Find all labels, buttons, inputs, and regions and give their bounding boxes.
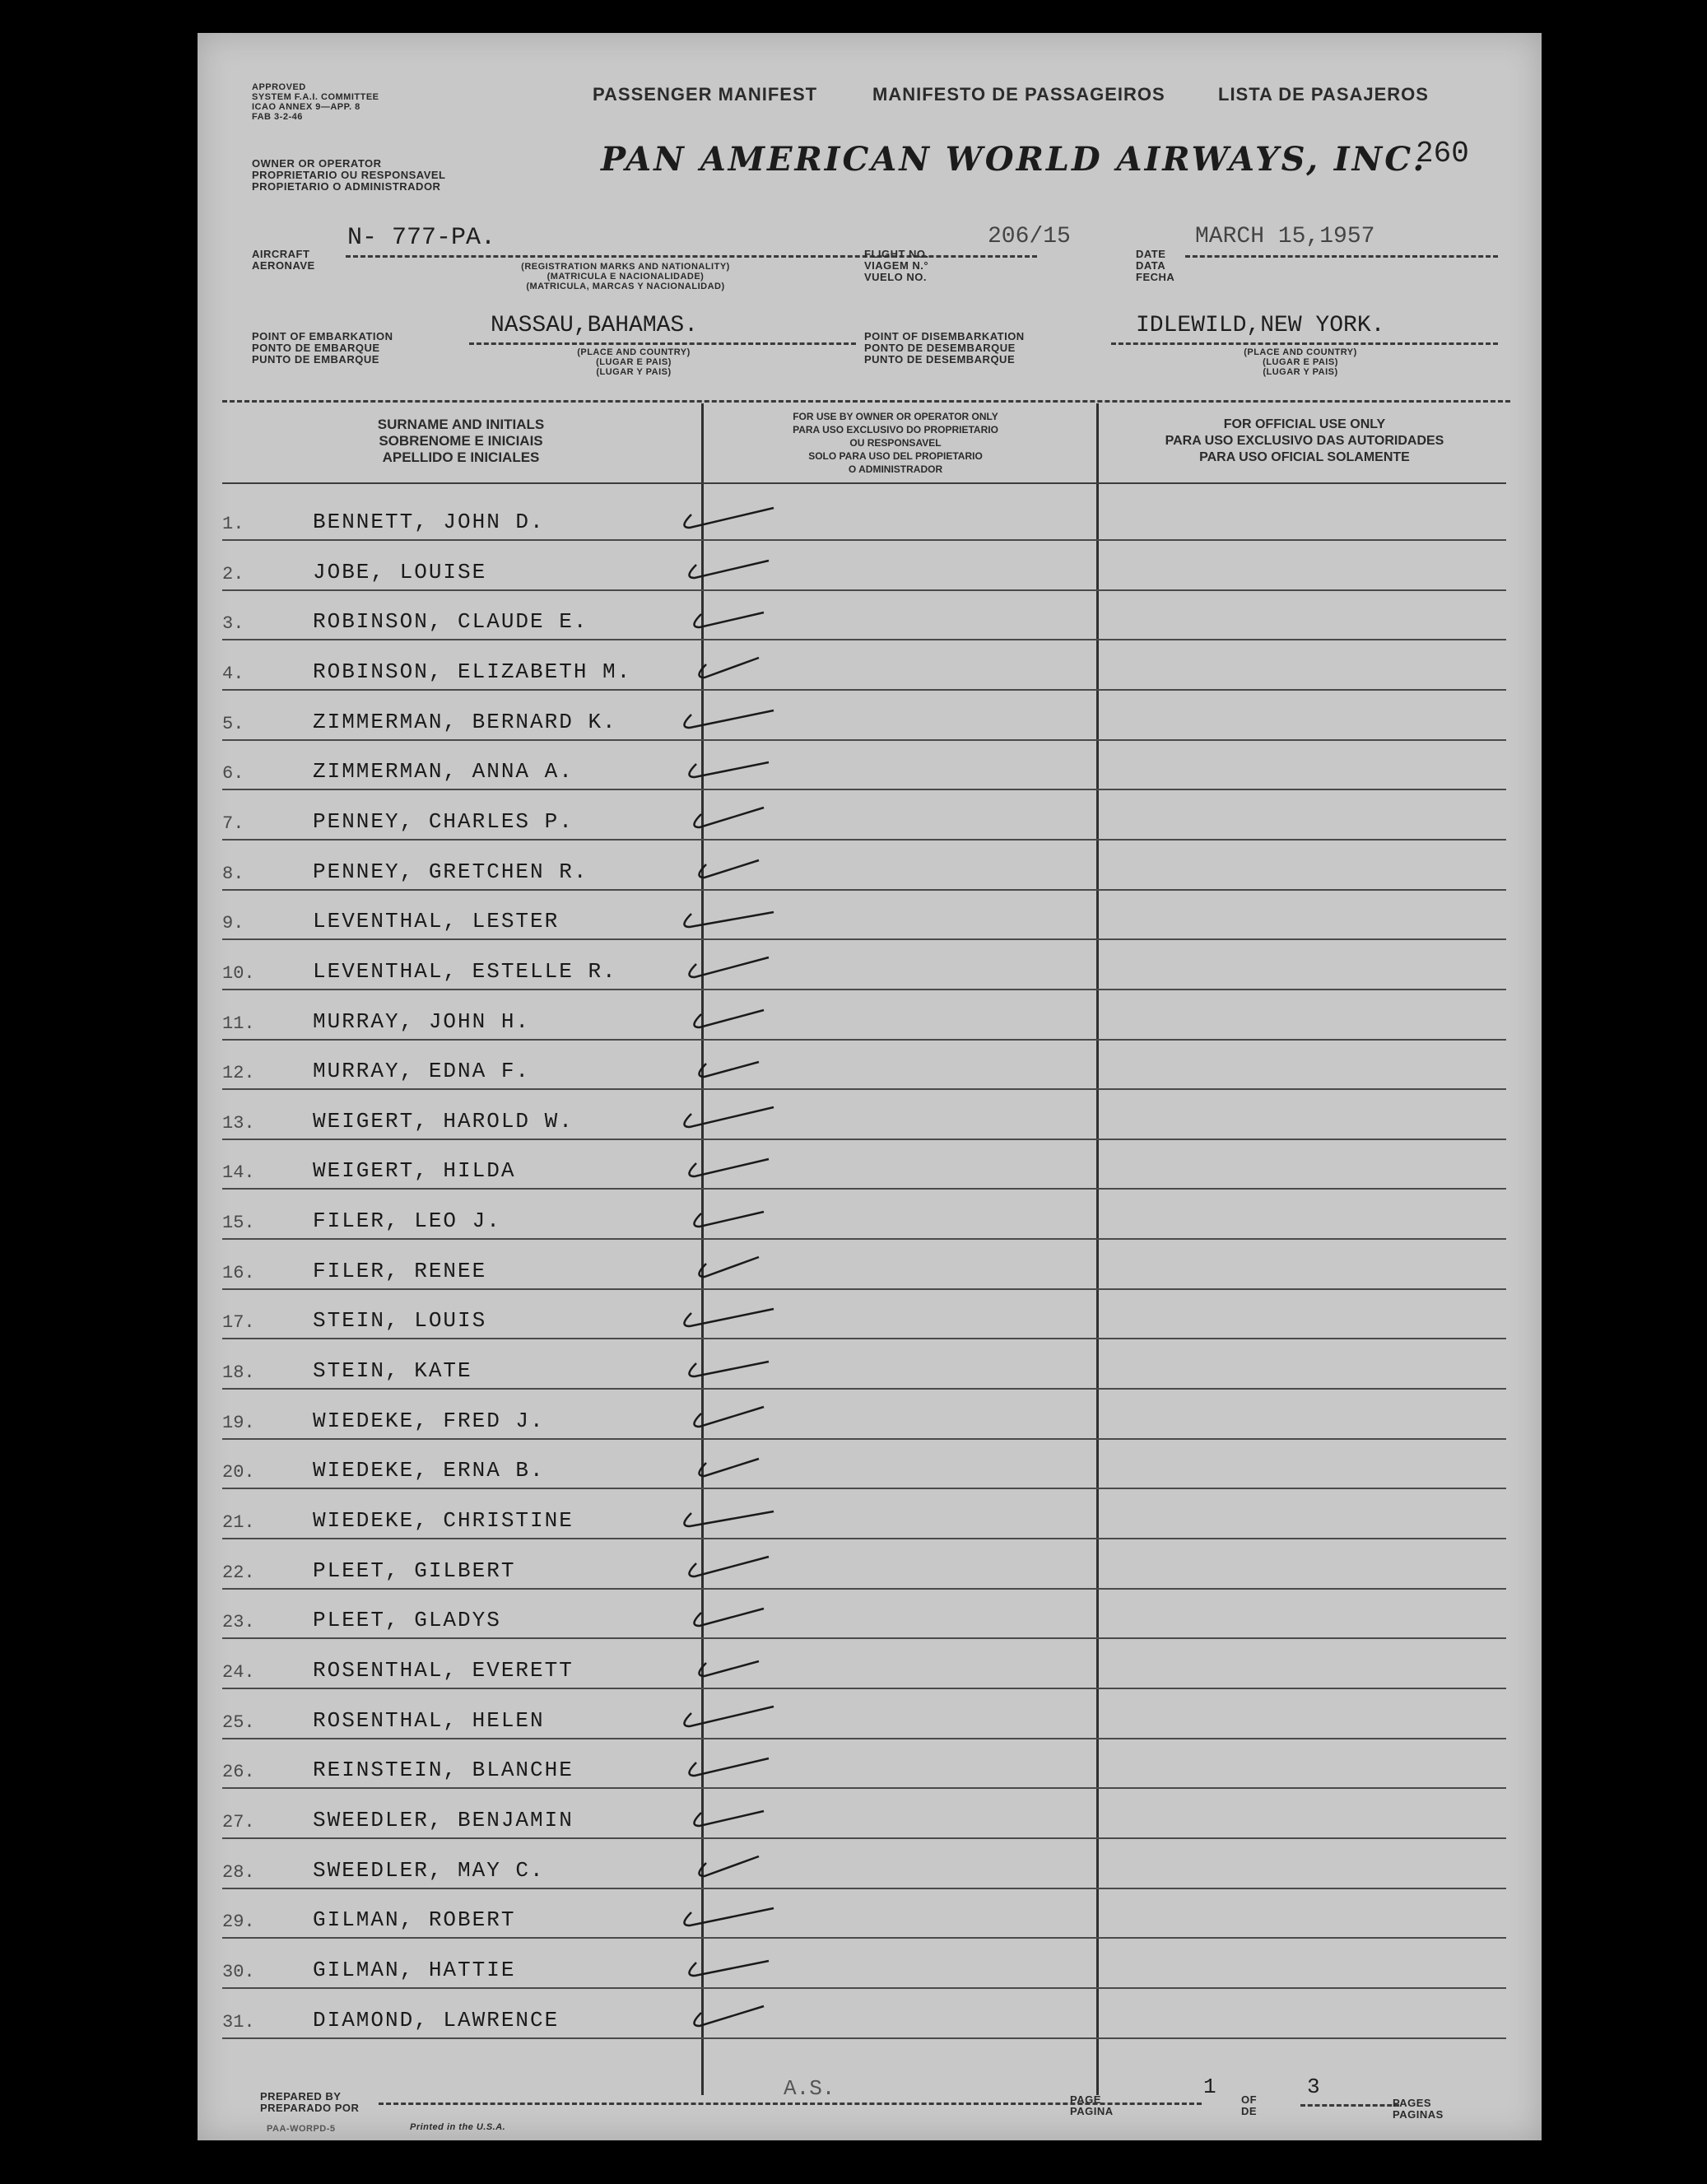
aircraft-label-line: AERONAVE — [252, 259, 315, 272]
disembarkation-label-line: PONTO DE DESEMBARQUE — [864, 342, 1016, 354]
passenger-row — [222, 1989, 1506, 2039]
check-mark-icon — [675, 1702, 782, 1735]
passenger-name: STEIN, KATE — [313, 1358, 472, 1384]
prepared-label-line: PREPARADO POR — [260, 2102, 360, 2114]
aircraft-label-line: AIRCRAFT — [252, 248, 310, 260]
header-bottom-line — [222, 482, 1506, 484]
passenger-name: BENNETT, JOHN D. — [313, 510, 545, 534]
passenger-name: SWEEDLER, BENJAMIN — [313, 1807, 574, 1832]
passenger-number: 4. — [222, 663, 244, 684]
passenger-row — [222, 1090, 1506, 1140]
passenger-row — [222, 1139, 1506, 1190]
check-mark-icon — [675, 902, 782, 935]
date-label-line: DATE — [1136, 248, 1166, 260]
pages-label-line: PAGINAS — [1393, 2108, 1444, 2121]
column-header-line: PARA USO OFICIAL SOLAMENTE — [1199, 450, 1410, 464]
owner-operator-label — [252, 158, 446, 193]
passenger-number: 25. — [222, 1711, 255, 1733]
check-mark-icon — [675, 1851, 782, 1884]
passenger-number: 6. — [222, 763, 244, 785]
passenger-number: 2. — [222, 563, 244, 584]
passenger-name: PLEET, GILBERT — [313, 1558, 516, 1583]
passenger-number: 24. — [222, 1661, 255, 1683]
passenger-name: WIEDEKE, CHRISTINE — [313, 1508, 574, 1533]
passenger-row — [222, 1190, 1506, 1240]
column-header-names — [222, 417, 700, 466]
passenger-name: PENNEY, GRETCHEN R. — [313, 859, 588, 884]
prepared-by-label — [260, 2091, 359, 2114]
flight-label-line: FLIGHT NO. — [864, 248, 929, 260]
passenger-row — [222, 990, 1506, 1041]
column-header-line: PARA USO EXCLUSIVO DAS AUTORIDADES — [1165, 434, 1444, 448]
column-header-line: PARA USO EXCLUSIVO DO PROPRIETARIO — [793, 424, 998, 435]
passenger-name: WIEDEKE, FRED J. — [313, 1408, 545, 1433]
column-header-operator — [706, 410, 1085, 476]
check-mark-icon — [675, 503, 782, 536]
disembarkation-sublabel-line: (LUGAR E PAIS) — [1263, 357, 1338, 367]
aircraft-sublabel-line: (MATRICULA, MARCAS Y NACIONALIDAD) — [526, 282, 725, 291]
passenger-number: 14. — [222, 1162, 255, 1184]
check-mark-icon — [675, 1552, 782, 1585]
passenger-number: 11. — [222, 1013, 255, 1034]
passenger-row — [222, 1689, 1506, 1739]
passenger-number: 15. — [222, 1213, 255, 1234]
pages-label-line: PAGES — [1393, 2097, 1432, 2109]
total-pages-underline — [1300, 2104, 1399, 2107]
prepared-label-line: PREPARED BY — [260, 2090, 342, 2103]
check-mark-icon — [675, 703, 782, 736]
check-mark-icon — [675, 1102, 782, 1135]
passenger-name: ZIMMERMAN, BERNARD K. — [313, 709, 617, 734]
flight-value: 206/15 — [988, 224, 1071, 249]
passenger-row — [222, 491, 1506, 541]
passenger-name: FILER, LEO J. — [313, 1208, 501, 1234]
check-mark-icon — [675, 1252, 782, 1285]
passenger-name: FILER, RENEE — [313, 1258, 487, 1283]
passenger-name: GILMAN, HATTIE — [313, 1957, 516, 1982]
passenger-number: 7. — [222, 813, 244, 834]
disembarkation-sublabel — [1210, 347, 1391, 377]
check-mark-icon — [675, 1202, 782, 1235]
check-mark-icon — [675, 1402, 782, 1435]
passenger-number: 17. — [222, 1312, 255, 1334]
passenger-name: WEIGERT, HAROLD W. — [313, 1108, 574, 1134]
embarkation-value: NASSAU,BAHAMAS. — [491, 313, 699, 338]
manifest-sheet — [198, 33, 1542, 2140]
disembarkation-value: IDLEWILD,NEW YORK. — [1136, 313, 1385, 338]
check-mark-icon — [675, 1152, 782, 1185]
check-mark-icon — [675, 553, 782, 586]
check-mark-icon — [675, 603, 782, 636]
passenger-number: 30. — [222, 1961, 255, 1982]
date-underline — [1185, 255, 1498, 258]
passenger-number: 27. — [222, 1811, 255, 1832]
of-label-line: DE — [1241, 2105, 1258, 2117]
date-label-line: DATA — [1136, 259, 1166, 272]
aircraft-sublabel — [436, 262, 815, 291]
owner-label: PROPRIETARIO OU RESPONSAVEL — [252, 169, 446, 181]
check-mark-icon — [675, 1003, 782, 1036]
passenger-row — [222, 1739, 1506, 1789]
airline-name: PAN AMERICAN WORLD AIRWAYS, INC. — [601, 140, 1427, 179]
check-mark-icon — [675, 1901, 782, 1934]
aircraft-underline — [346, 255, 1037, 258]
passenger-row — [222, 590, 1506, 640]
passenger-number: 20. — [222, 1462, 255, 1483]
form-code: PAA-WORPD-5 — [267, 2124, 336, 2134]
passenger-row — [222, 1639, 1506, 1689]
embarkation-underline — [469, 342, 856, 345]
date-value: MARCH 15,1957 — [1195, 224, 1375, 249]
aircraft-label — [252, 249, 315, 272]
form-approval-info — [252, 82, 379, 122]
flight-label-line: VIAGEM N.° — [864, 259, 929, 272]
form-info-line: APPROVED — [252, 82, 306, 92]
passenger-number: 16. — [222, 1262, 255, 1283]
passenger-name: WIEDEKE, ERNA B. — [313, 1458, 545, 1483]
aircraft-sublabel-line: (MATRICULA E NACIONALIDADE) — [547, 272, 705, 282]
passenger-name: REINSTEIN, BLANCHE — [313, 1758, 574, 1783]
passenger-row — [222, 1489, 1506, 1539]
passenger-number: 23. — [222, 1612, 255, 1633]
page-label-line: PAGE — [1070, 2093, 1101, 2106]
passenger-number: 8. — [222, 863, 244, 884]
passenger-name: PENNEY, CHARLES P. — [313, 808, 574, 834]
manifest-title-en: PASSENGER MANIFEST — [593, 84, 818, 105]
passenger-number: 18. — [222, 1362, 255, 1384]
embarkation-sublabel-line: (PLACE AND COUNTRY) — [577, 347, 691, 357]
column-header-line: OU RESPONSAVEL — [849, 437, 942, 449]
passenger-row — [222, 640, 1506, 691]
manifest-title-pt: MANIFESTO DE PASSAGEIROS — [872, 84, 1165, 105]
check-mark-icon — [675, 1751, 782, 1784]
column-header-line: FOR USE BY OWNER OR OPERATOR ONLY — [793, 411, 998, 422]
row-rule — [222, 2037, 1506, 2039]
passenger-name: ROSENTHAL, HELEN — [313, 1707, 545, 1733]
passenger-row — [222, 1939, 1506, 1989]
embarkation-label — [252, 331, 393, 366]
flight-label — [864, 249, 929, 283]
column-header-line: SURNAME AND INITIALS — [377, 417, 545, 432]
owner-label: PROPIETARIO O ADMINISTRADOR — [252, 180, 441, 193]
check-mark-icon — [675, 1601, 782, 1634]
passenger-number: 1. — [222, 514, 244, 534]
check-mark-icon — [675, 1951, 782, 1984]
passenger-name: ROBINSON, CLAUDE E. — [313, 609, 588, 635]
embarkation-sublabel-line: (LUGAR Y PAIS) — [596, 367, 672, 377]
passenger-row — [222, 541, 1506, 591]
page-label-line: PAGINA — [1070, 2105, 1114, 2117]
passenger-row — [222, 1539, 1506, 1590]
passenger-row — [222, 691, 1506, 741]
check-mark-icon — [675, 803, 782, 836]
embarkation-label-line: POINT OF EMBARKATION — [252, 330, 393, 342]
passenger-row — [222, 1439, 1506, 1489]
passenger-row — [222, 1339, 1506, 1390]
passenger-row — [222, 841, 1506, 891]
table-top-border — [222, 400, 1510, 403]
passenger-row — [222, 1888, 1506, 1939]
passenger-number: 29. — [222, 1912, 255, 1933]
passenger-row — [222, 1040, 1506, 1090]
passenger-number: 9. — [222, 913, 244, 934]
passenger-name: PLEET, GLADYS — [313, 1608, 501, 1633]
disembarkation-sublabel-line: (LUGAR Y PAIS) — [1263, 367, 1338, 377]
passenger-row — [222, 1289, 1506, 1339]
passenger-number: 21. — [222, 1512, 255, 1533]
check-mark-icon — [675, 1052, 782, 1085]
embarkation-label-line: PONTO DE EMBARQUE — [252, 342, 380, 354]
column-header-line: FOR OFFICIAL USE ONLY — [1223, 417, 1386, 431]
aircraft-sublabel-line: (REGISTRATION MARKS AND NATIONALITY) — [521, 262, 730, 272]
check-mark-icon — [675, 853, 782, 886]
total-pages: 3 — [1307, 2075, 1320, 2099]
passenger-row — [222, 1789, 1506, 1839]
passenger-name: LEVENTHAL, LESTER — [313, 909, 560, 934]
passenger-row — [222, 890, 1506, 940]
aircraft-value: N- 777-PA. — [347, 224, 496, 252]
passenger-name: WEIGERT, HILDA — [313, 1158, 516, 1184]
passenger-name: MURRAY, JOHN H. — [313, 1008, 531, 1034]
passenger-number: 13. — [222, 1112, 255, 1134]
check-mark-icon — [675, 1502, 782, 1534]
passenger-row — [222, 1240, 1506, 1290]
passenger-number: 26. — [222, 1762, 255, 1783]
check-mark-icon — [675, 1651, 782, 1684]
manifest-title-es: LISTA DE PASAJEROS — [1218, 84, 1429, 105]
passenger-row — [222, 740, 1506, 790]
passenger-row — [222, 940, 1506, 990]
check-mark-icon — [675, 1302, 782, 1334]
check-mark-icon — [675, 2001, 782, 2034]
check-mark-icon — [675, 752, 782, 785]
page-stamp-number: 260 — [1416, 137, 1469, 170]
embarkation-label-line: PUNTO DE EMBARQUE — [252, 353, 379, 366]
passenger-name: ROBINSON, ELIZABETH M. — [313, 659, 632, 684]
embarkation-sublabel-line: (LUGAR E PAIS) — [596, 357, 672, 367]
check-mark-icon — [675, 952, 782, 985]
form-info-line: FAB 3-2-46 — [252, 112, 303, 122]
form-info-line: SYSTEM F.A.I. COMMITTEE — [252, 92, 379, 102]
embarkation-sublabel — [543, 347, 724, 377]
check-mark-icon — [675, 1801, 782, 1834]
passenger-number: 5. — [222, 713, 244, 734]
passenger-number: 12. — [222, 1063, 255, 1084]
column-header-line: SOBRENOME E INICIAIS — [379, 433, 543, 449]
passenger-row — [222, 790, 1506, 841]
pages-label — [1393, 2098, 1444, 2121]
passenger-row — [222, 1589, 1506, 1639]
flight-label-line: VUELO NO. — [864, 271, 928, 283]
passenger-row — [222, 1839, 1506, 1889]
passenger-row — [222, 1390, 1506, 1440]
column-header-line: APELLIDO E INICIALES — [382, 449, 540, 465]
page-label — [1070, 2094, 1114, 2117]
date-label-line: FECHA — [1136, 271, 1175, 283]
passenger-number: 3. — [222, 613, 244, 635]
passenger-number: 28. — [222, 1861, 255, 1883]
passenger-name: DIAMOND, LAWRENCE — [313, 2007, 560, 2033]
form-info-line: ICAO ANNEX 9—APP. 8 — [252, 102, 360, 112]
passenger-number: 19. — [222, 1412, 255, 1433]
check-mark-icon — [675, 1352, 782, 1385]
passenger-name: ZIMMERMAN, ANNA A. — [313, 759, 574, 785]
passenger-name: MURRAY, EDNA F. — [313, 1059, 531, 1084]
passenger-name: JOBE, LOUISE — [313, 559, 487, 584]
printed-in-usa: Printed in the U.S.A. — [410, 2122, 506, 2132]
passenger-number: 31. — [222, 2011, 255, 2033]
passenger-name: ROSENTHAL, EVERETT — [313, 1657, 574, 1683]
owner-label: OWNER OR OPERATOR — [252, 157, 382, 170]
passenger-name: SWEEDLER, MAY C. — [313, 1857, 545, 1883]
of-label-line: OF — [1241, 2093, 1258, 2106]
date-label — [1136, 249, 1174, 283]
column-header-line: SOLO PARA USO DEL PROPIETARIO — [808, 450, 983, 462]
passenger-number: 10. — [222, 962, 255, 984]
check-mark-icon — [675, 653, 782, 686]
column-header-line: O ADMINISTRADOR — [848, 463, 943, 475]
check-mark-icon — [675, 1451, 782, 1484]
disembarkation-label — [864, 331, 1025, 366]
passenger-number: 22. — [222, 1562, 255, 1583]
of-label — [1241, 2094, 1257, 2117]
column-header-official — [1103, 417, 1506, 466]
prepared-by-value: A.S. — [784, 2076, 835, 2101]
passenger-name: STEIN, LOUIS — [313, 1308, 487, 1334]
page-number: 1 — [1203, 2075, 1216, 2099]
disembarkation-underline — [1111, 342, 1498, 345]
disembarkation-sublabel-line: (PLACE AND COUNTRY) — [1244, 347, 1357, 357]
passenger-name: LEVENTHAL, ESTELLE R. — [313, 958, 617, 984]
passenger-name: GILMAN, ROBERT — [313, 1907, 516, 1933]
disembarkation-label-line: POINT OF DISEMBARKATION — [864, 330, 1025, 342]
disembarkation-label-line: PUNTO DE DESEMBARQUE — [864, 353, 1016, 366]
